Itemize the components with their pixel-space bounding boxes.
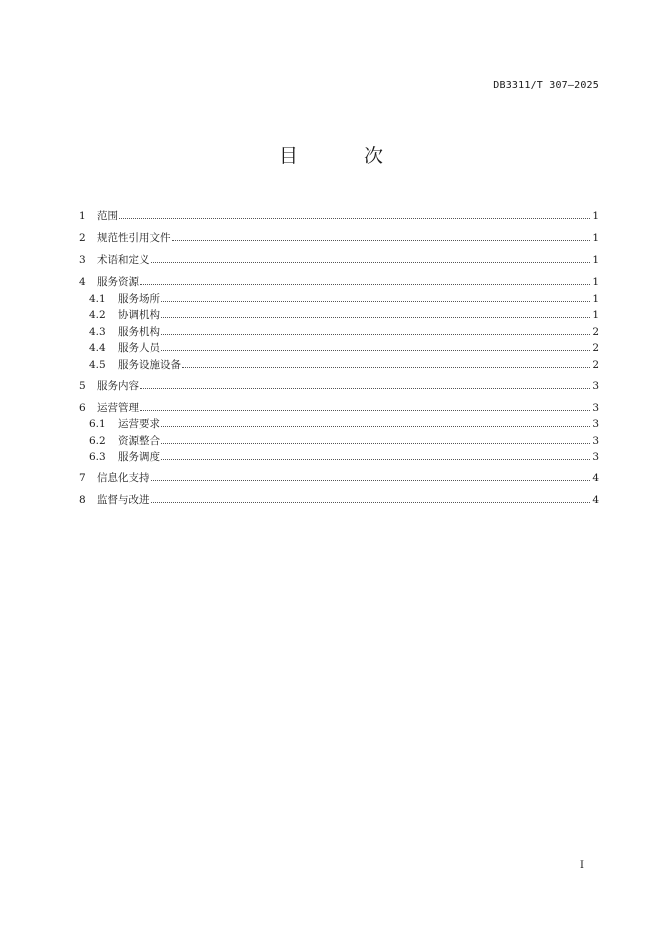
toc-entry[interactable] (79, 371, 599, 392)
toc-entry-page: 3 (592, 418, 599, 430)
toc-entry-number: 3 (79, 254, 86, 266)
toc-entry[interactable] (79, 200, 599, 222)
toc-entry[interactable] (79, 430, 599, 447)
toc-entry-title: 服务资源 (97, 276, 139, 288)
toc-entry-title: 监督与改进 (97, 494, 150, 506)
toc-entry[interactable] (79, 305, 599, 322)
toc-entry-title: 服务人员 (118, 342, 160, 354)
toc-entry-number: 1 (79, 210, 86, 222)
toc-entry-number: 7 (79, 472, 86, 484)
dot-leader (161, 350, 590, 351)
toc-entry-page: 1 (592, 232, 599, 244)
toc-entry-number: 6.1 (89, 418, 106, 430)
dot-leader (119, 218, 590, 219)
toc-entry[interactable] (79, 463, 599, 484)
toc-entry-number: 6.3 (89, 451, 106, 463)
toc-entry-title: 协调机构 (118, 309, 160, 321)
toc-entry[interactable] (79, 484, 599, 506)
table-of-contents (79, 200, 599, 506)
toc-entry-page: 3 (592, 451, 599, 463)
toc-entry-number: 5 (79, 379, 86, 392)
toc-entry-page: 1 (592, 210, 599, 222)
dot-leader (151, 262, 591, 263)
toc-entry-number: 4.4 (89, 342, 106, 354)
dot-leader (182, 367, 590, 368)
toc-entry-number: 4.1 (89, 292, 106, 305)
toc-entry-page: 2 (592, 342, 599, 354)
toc-entry-page: 3 (592, 434, 599, 447)
toc-entry-title: 范围 (97, 210, 118, 222)
toc-entry-page: 1 (592, 292, 599, 305)
toc-entry-title: 运营要求 (118, 418, 160, 430)
toc-entry-title: 服务设施设备 (118, 358, 181, 371)
toc-entry-page: 2 (592, 325, 599, 338)
toc-entry[interactable] (79, 288, 599, 305)
toc-entry-page: 3 (592, 379, 599, 392)
toc-entry-page: 4 (592, 472, 599, 484)
dot-leader (151, 480, 591, 481)
dot-leader (161, 443, 590, 444)
dot-leader (161, 426, 590, 427)
document-code: DB3311/T 307—2025 (493, 80, 599, 91)
toc-entry-number: 4.3 (89, 325, 106, 338)
toc-entry[interactable] (79, 447, 599, 464)
toc-entry[interactable] (79, 414, 599, 431)
toc-entry-title: 术语和定义 (97, 254, 150, 266)
dot-leader (140, 284, 590, 285)
toc-entry-page: 1 (592, 309, 599, 321)
toc-entry-page: 2 (592, 358, 599, 371)
toc-entry-page: 1 (592, 276, 599, 288)
dot-leader (172, 240, 591, 241)
toc-entry-number: 6.2 (89, 434, 106, 447)
toc-entry-number: 6 (79, 401, 86, 414)
toc-entry-page: 3 (592, 401, 599, 414)
toc-entry-page: 4 (592, 494, 599, 506)
toc-entry-title: 服务场所 (118, 292, 160, 305)
toc-entry[interactable] (79, 244, 599, 266)
toc-entry[interactable] (79, 354, 599, 371)
toc-entry-number: 8 (79, 494, 86, 506)
page-title: 目 次 (278, 145, 414, 167)
toc-entry[interactable] (79, 321, 599, 338)
toc-entry-title: 服务机构 (118, 325, 160, 338)
toc-entry[interactable] (79, 392, 599, 414)
dot-leader (161, 301, 590, 302)
dot-leader (161, 459, 590, 460)
toc-entry-title: 服务内容 (97, 379, 139, 392)
page-number: I (580, 860, 584, 871)
toc-entry-page: 1 (592, 254, 599, 266)
dot-leader (161, 317, 590, 318)
dot-leader (161, 334, 590, 335)
toc-entry-title: 规范性引用文件 (97, 232, 171, 244)
toc-entry[interactable] (79, 338, 599, 355)
toc-entry-number: 4.5 (89, 358, 106, 371)
toc-entry[interactable] (79, 266, 599, 288)
toc-entry-number: 4.2 (89, 309, 106, 321)
toc-entry[interactable] (79, 222, 599, 244)
dot-leader (140, 410, 590, 411)
toc-entry-title: 信息化支持 (97, 472, 150, 484)
toc-entry-number: 2 (79, 232, 86, 244)
toc-entry-number: 4 (79, 276, 86, 288)
toc-entry-title: 服务调度 (118, 451, 160, 463)
dot-leader (151, 502, 591, 503)
toc-entry-title: 运营管理 (97, 401, 139, 414)
toc-entry-title: 资源整合 (118, 434, 160, 447)
dot-leader (140, 388, 590, 389)
